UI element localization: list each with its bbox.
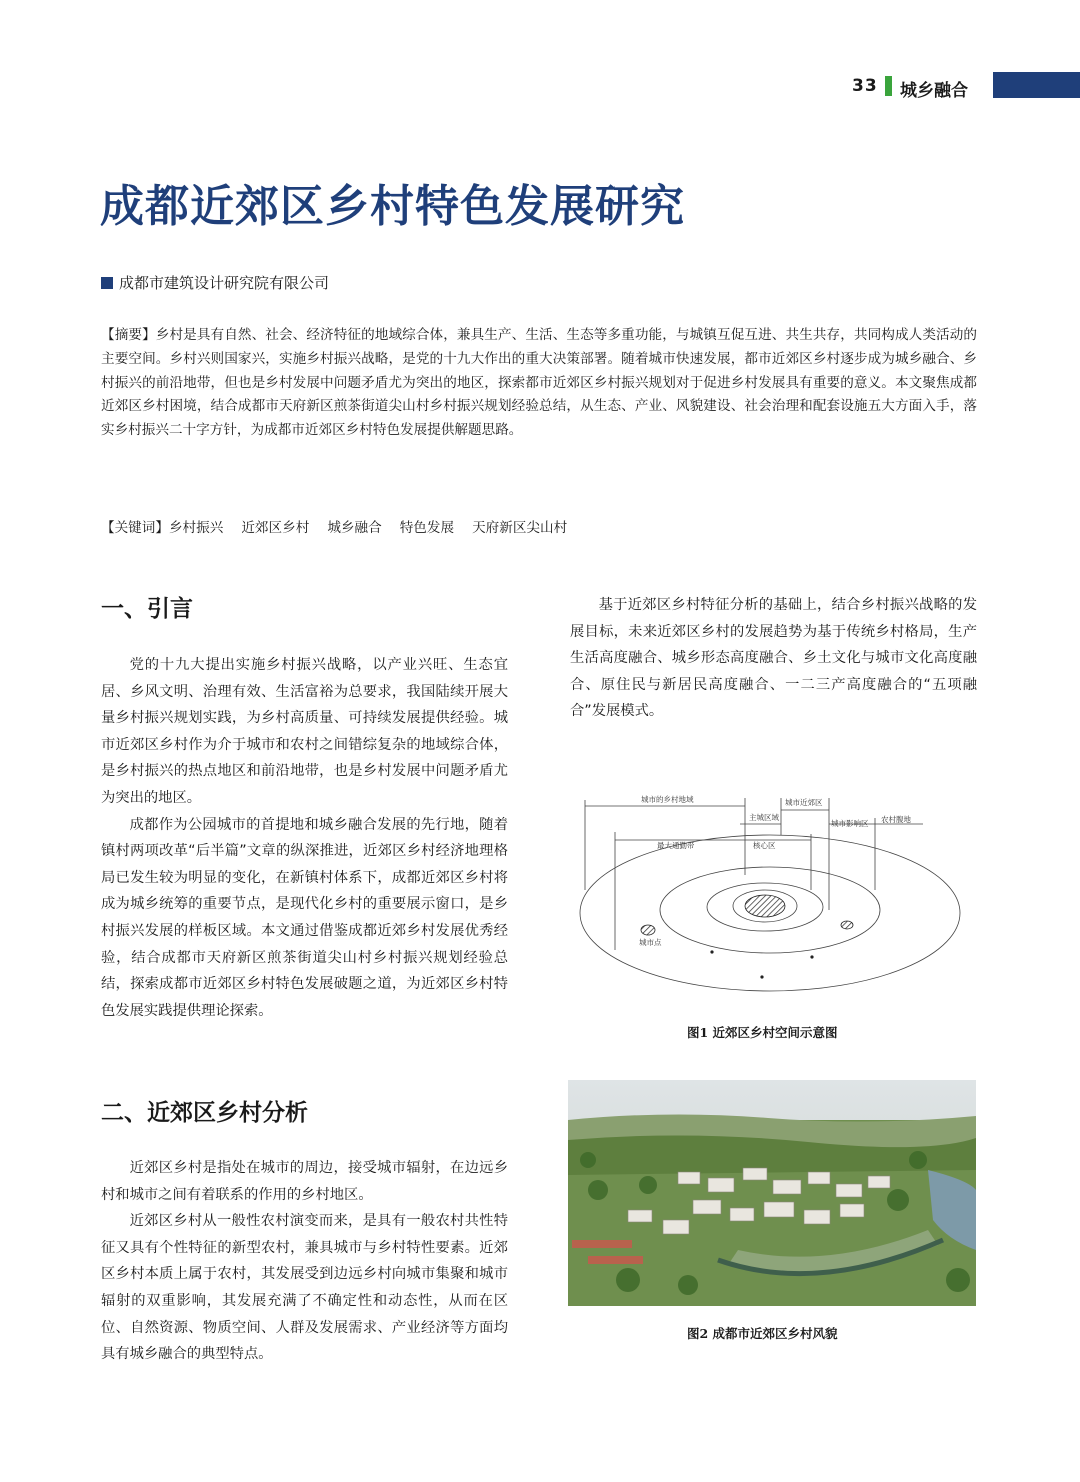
section-heading-intro: 一、引言	[101, 596, 193, 622]
article-title: 成都近郊区乡村特色发展研究	[100, 181, 685, 232]
label-city-point: 城市点	[639, 938, 662, 947]
label-rural-transition: 农村腹地	[881, 815, 911, 824]
header-brand-block	[993, 72, 1080, 98]
label-city-rural-area: 城市的乡村地域	[641, 795, 694, 804]
paragraph: 成都作为公园城市的首提地和城乡融合发展的先行地，随着镇村两项改革“后半篇”文章的纵深推进，近郊区乡村经济地理格局已发生较为明显的变化，在新镇村体系下，成都近郊区乡村将成为城乡统筹的重要节点，是现代化乡村的重要展示窗口，是乡村振兴发展的样板区域。本文通过借鉴成都近郊乡村发展优秀经验，结合成都市天府新区煎茶街道尖山村乡村振兴规划经验总结，探索成都市近郊区乡村特色发展破题之道，为近郊区乡村特色发展实践提供理论探索。	[101, 816, 508, 1019]
keyword: 特色发展	[399, 520, 455, 536]
label-core: 核心区	[753, 841, 776, 850]
keyword: 乡村振兴	[168, 520, 224, 536]
keyword: 城乡融合	[327, 520, 382, 536]
paragraph: 近郊区乡村是指处在城市的周边，接受城市辐射，在边远乡村和城市之间有着联系的作用的乡村地区。	[101, 1160, 508, 1203]
paragraph: 党的十九大提出实施乡村振兴战略，以产业兴旺、生态宜居、乡风文明、治理有效、生活富裕为总要求，我国陆续开展大量乡村振兴规划实践，为乡村高质量、可持续发展提供经验。城市近郊区乡村作为介于城市和农村之间错综复杂的地域综合体，是乡村振兴的热点地区和前沿地带，也是乡村发展中问题矛盾尤为突出的地区。	[101, 657, 508, 806]
figure1-caption: 图1 近郊区乡村空间示意图	[687, 1025, 838, 1040]
paragraph: 基于近郊区乡村特征分析的基础上，结合乡村振兴战略的发展目标，未来近郊区乡村的发展趋势为基于传统乡村格局，生产生活高度融合、城乡形态高度融合、乡土文化与城市文化高度融合、原住民与新居民高度融合、一二三产高度融合的“五项融合”发展模式。	[570, 597, 977, 720]
label-suburb: 城市近郊区	[785, 798, 823, 807]
paragraph: 近郊区乡村从一般性农村演变而来，是具有一般农村共性特征又具有个性特征的新型农村，兼具城市与乡村特性要素。近郊区乡村本质上属于农村，其发展受到边远乡村向城市集聚和城市辐射的双重影响，其发展充满了不确定性和动态性，从而在区位、自然资源、物质空间、人群及发展需求、产业经济等方面均具有城乡融合的典型特点。	[101, 1213, 508, 1363]
label-commute: 最大通勤带	[657, 841, 695, 850]
page-number: 33	[852, 76, 878, 96]
figure2-caption: 图2 成都市近郊区乡村风貌	[687, 1326, 838, 1341]
section-label: 城乡融合	[900, 81, 968, 101]
suburban-rural-space-diagram	[575, 780, 975, 1020]
section-heading-analysis: 二、近郊区乡村分析	[101, 1100, 308, 1126]
analysis-body	[101, 1155, 508, 1368]
keywords-label: 【关键词】	[101, 520, 169, 536]
section-accent-bar	[885, 76, 892, 96]
label-main-city: 主城区域	[749, 813, 779, 822]
square-bullet-icon	[101, 277, 113, 289]
village-aerial-photo	[568, 1080, 976, 1306]
keyword: 近郊区乡村	[241, 520, 310, 536]
intro-body	[101, 652, 508, 1024]
label-influence: 城市影响区	[831, 819, 869, 828]
abstract: 【摘要】乡村是具有自然、社会、经济特征的地域综合体，兼具生产、生活、生态等多重功能，与城镇互促互进、共生共存，共同构成人类活动的主要空间。乡村兴则国家兴，实施乡村振兴战略，是党的十九大作出的重大决策部署。随着城市快速发展，都市近郊区乡村逐步成为城乡融合、乡村振兴的前沿地带，但也是乡村发展中问题矛盾尤为突出的地区，探索都市近郊区乡村振兴规划对于促进乡村发展具有重要的意义。本文聚焦成都近郊区乡村困境，结合成都市天府新区煎茶街道尖山村乡村振兴规划经验总结，从生态、产业、风貌建设、社会治理和配套设施五大方面入手，落实乡村振兴二十字方针，为成都市近郊区乡村特色发展提供解题思路。	[101, 327, 977, 439]
right-column-body	[570, 592, 977, 725]
author-name: 成都市建筑设计研究院有限公司	[119, 274, 330, 292]
keywords	[101, 516, 585, 536]
keyword: 天府新区尖山村	[472, 520, 568, 536]
author-line	[101, 272, 329, 293]
